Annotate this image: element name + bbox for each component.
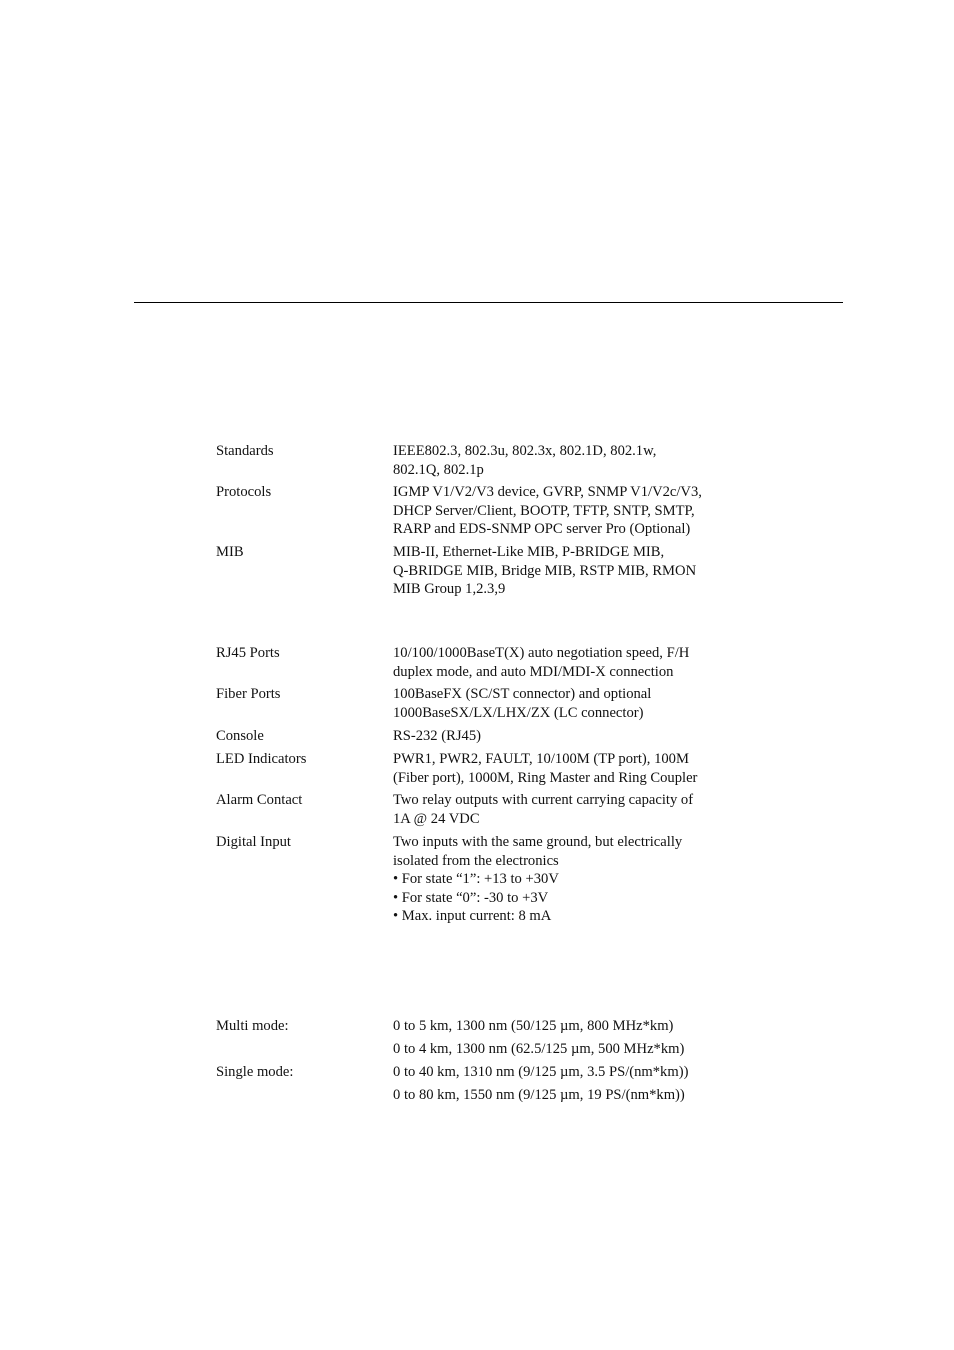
spec-value-line: 0 to 80 km, 1550 nm (9/125 µm, 19 PS/(nm*km)) [393,1087,685,1103]
spec-label: MIB [216,544,244,560]
spec-label: RJ45 Ports [216,645,280,661]
spec-value-line: DHCP Server/Client, BOOTP, TFTP, SNTP, SMTP, [393,502,695,519]
spec-value [393,1017,773,1036]
spec-label: LED Indicators [216,751,307,767]
spec-value-line: IEEE802.3, 802.3u, 802.3x, 802.1D, 802.1w, [393,443,657,459]
spec-value-line: 10/100/1000BaseT(X) auto negotiation speed, F/H [393,645,690,661]
spec-label: Console [216,728,264,744]
spec-value-line: Two relay outputs with current carrying capacity of [393,792,694,808]
spec-value-line: Two inputs with the same ground, but electrically [393,834,683,850]
spec-value-line: IGMP V1/V2/V3 device, GVRP, SNMP V1/V2c/V3, [393,484,702,500]
spec-value [393,1040,773,1059]
spec-value [393,791,773,828]
header-rule [134,302,843,303]
spec-label: Multi mode: [216,1018,289,1034]
spec-value-line: • For state “1”: +13 to +30V [393,871,559,887]
spec-label: Single mode: [216,1064,294,1080]
spec-value-line: 100BaseFX (SC/ST connector) and optional [393,686,652,702]
spec-value-line: PWR1, PWR2, FAULT, 10/100M (TP port), 100M [393,751,689,767]
spec-label: Protocols [216,484,272,500]
spec-value-line: MIB Group 1,2.3,9 [393,581,506,597]
spec-value [393,1063,773,1082]
spec-value [393,833,773,926]
spec-value [393,1086,773,1105]
spec-value-line: duplex mode, and auto MDI/MDI-X connection [393,663,674,680]
spec-value-line: Q-BRIDGE MIB, Bridge MIB, RSTP MIB, RMON [393,562,697,579]
spec-value-line: RARP and EDS-SNMP OPC server Pro (Optional) [393,521,691,537]
spec-value [393,644,773,681]
spec-value-line: 1000BaseSX/LX/LHX/ZX (LC connector) [393,704,644,721]
spec-value [393,727,773,746]
spec-label: Fiber Ports [216,686,281,702]
spec-value [393,483,773,539]
spec-value-line: 802.1Q, 802.1p [393,461,484,478]
spec-value-line: 0 to 5 km, 1300 nm (50/125 µm, 800 MHz*km) [393,1018,674,1034]
spec-value-line: • Max. input current: 8 mA [393,908,552,924]
spec-value-line: 0 to 40 km, 1310 nm (9/125 µm, 3.5 PS/(nm*km)) [393,1064,689,1080]
spec-value-line: RS-232 (RJ45) [393,728,481,744]
spec-value-line: • For state “0”: -30 to +3V [393,889,549,906]
spec-value [393,750,773,787]
spec-value [393,685,773,722]
spec-label: Alarm Contact [216,792,303,808]
spec-label: Standards [216,443,274,459]
spec-value-line: (Fiber port), 1000M, Ring Master and Ring Coupler [393,769,698,786]
spec-label: Digital Input [216,834,291,850]
spec-value [393,543,773,599]
spec-value-line: MIB-II, Ethernet-Like MIB, P-BRIDGE MIB, [393,544,665,560]
spec-value [393,442,773,479]
spec-value-line: isolated from the electronics [393,852,559,869]
spec-value-line: 0 to 4 km, 1300 nm (62.5/125 µm, 500 MHz*km) [393,1041,685,1057]
spec-value-line: 1A @ 24 VDC [393,810,480,827]
